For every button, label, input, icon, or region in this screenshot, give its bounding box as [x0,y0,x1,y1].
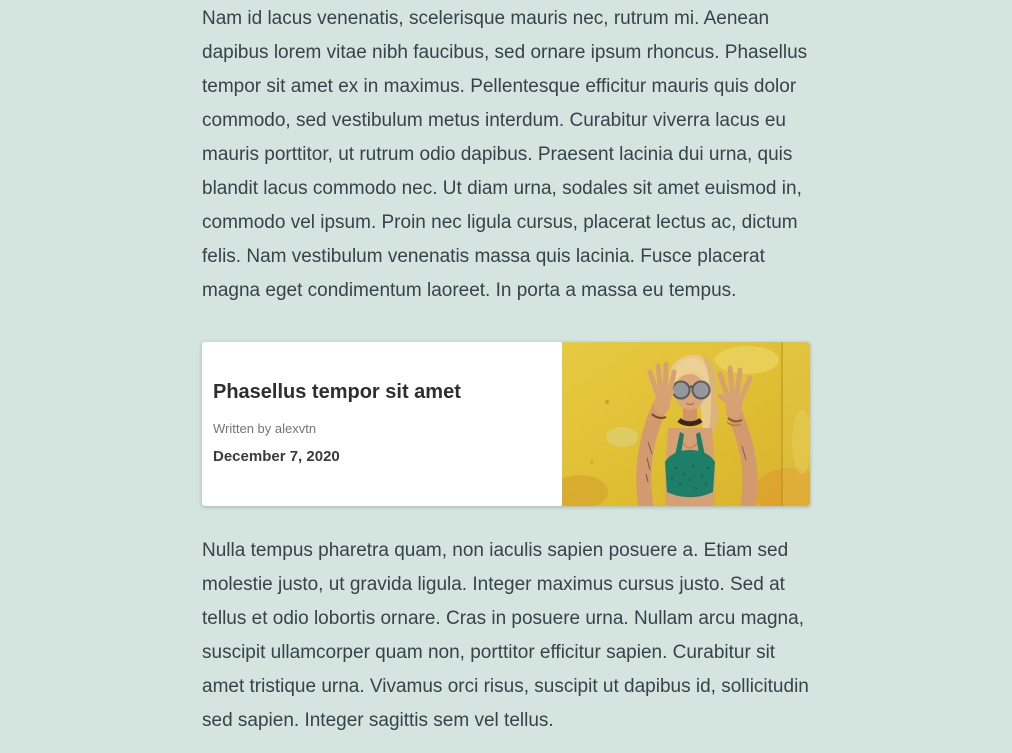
post-card-byline: Written by alexvtn [213,421,317,436]
post-card-image [562,342,810,506]
woman-in-sunglasses-photo-illustration [562,342,810,506]
content-column [202,0,810,738]
article-paragraph-2: Nulla tempus pharetra quam, non iaculis sapien posuere a. Etiam sed molestie justo, ut gravida ligula. Integer maximus cursus justo. Sed at tellus et odio lobortis ornare. Cras in posuere urna. Nullam arcu magna, suscipit ullamcorper quam non, porttitor efficitur sapien. Curabitur sit amet tristique urna. Vivamus orci risus, suscipit ut dapibus id, sollicitudin sed sapien. Integer sagittis sem vel tellus. [202,540,809,731]
article-paragraph-1: Nam id lacus venenatis, scelerisque mauris nec, rutrum mi. Aenean dapibus lorem vitae nibh faucibus, sed ornare ipsum rhoncus. Phasellus tempor sit amet ex in maximus. Pellentesque efficitur mauris quis dolor commodo, sed vestibulum metus interdum. Curabitur viverra lacus eu mauris porttitor, ut rutrum odio dapibus. Praesent lacinia dui urna, quis blandit lacus commodo nec. Ut diam urna, sodales sit amet euismod in, commodo vel ipsum. Proin nec ligula cursus, placerat lectus ac, dictum felis. Nam vestibulum venenatis massa quis lacinia. Fusce placerat magna eget condimentum laoreet. In porta a massa eu tempus. [202,8,808,301]
post-card-body [202,342,562,506]
post-card[interactable] [202,342,810,506]
post-card-date: December 7, 2020 [213,447,340,465]
post-card-title: Phasellus tempor sit amet [213,381,461,403]
